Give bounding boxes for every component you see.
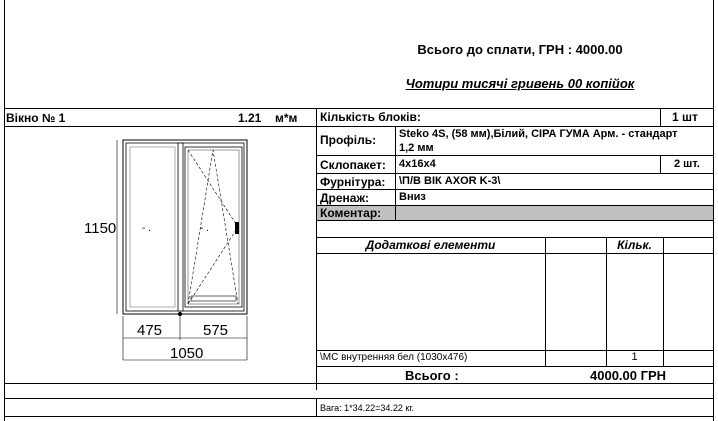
window-area-unit: м*м [275, 111, 298, 125]
comment-label: Коментар: [320, 206, 382, 220]
page-border-left [4, 0, 5, 421]
svg-text:- .: - . [142, 223, 151, 234]
glass-label: Склопакет: [320, 158, 386, 172]
extras-header-qty: Кільк. [617, 238, 652, 252]
total-in-words: Чотири тисячі гривень 00 копійок [405, 76, 635, 91]
extras-header-name: Додаткові елементи [365, 238, 496, 252]
glass-qty: 2 шт. [674, 158, 700, 170]
svg-text:- .: - . [200, 223, 209, 234]
drainage-value: Вниз [399, 191, 426, 203]
profile-value-line1: Steko 4S, (58 мм),Білий, СІРА ГУМА Арм. - стандарт [399, 128, 678, 140]
total-width-dimension: 1050 [170, 345, 204, 362]
handle-icon [235, 222, 239, 234]
height-dimension: 1150 [84, 220, 117, 237]
page-border-right [713, 0, 714, 421]
drainage-label: Дренаж: [320, 191, 369, 205]
window-title: Вікно № 1 [6, 111, 66, 125]
blocks-value: 1 шт [672, 110, 698, 124]
total-label: Всього : [405, 368, 459, 383]
extras-item-name: \МС внутренняя бел (1030x476) [320, 352, 468, 363]
fittings-value: \П/В ВІК AXOR K-3\ [399, 175, 501, 187]
right-width-dimension: 575 [203, 322, 229, 339]
window-drawing [60, 130, 316, 370]
opening-sash [185, 147, 242, 307]
extras-item-qty: 1 [631, 351, 638, 363]
profile-value-line2: 1,2 мм [399, 142, 434, 154]
total-due: Всього до сплати, ГРН : 4000.00 [417, 42, 623, 57]
blocks-label: Кількість блоків: [320, 110, 421, 124]
fittings-label: Фурнітура: [320, 175, 386, 189]
window-area: 1.21 [238, 111, 262, 125]
glass-value: 4x16x4 [399, 158, 436, 170]
left-width-dimension: 475 [137, 322, 163, 339]
block-top-line [4, 108, 714, 109]
weight-info: Вага: 1*34.22=34.22 кг. [320, 403, 415, 413]
window-mullion [178, 143, 183, 311]
profile-label: Профіль: [320, 133, 377, 147]
title-underline [4, 126, 316, 127]
fixed-glass-pane [130, 147, 175, 307]
total-value: 4000.00 ГРН [590, 368, 667, 383]
